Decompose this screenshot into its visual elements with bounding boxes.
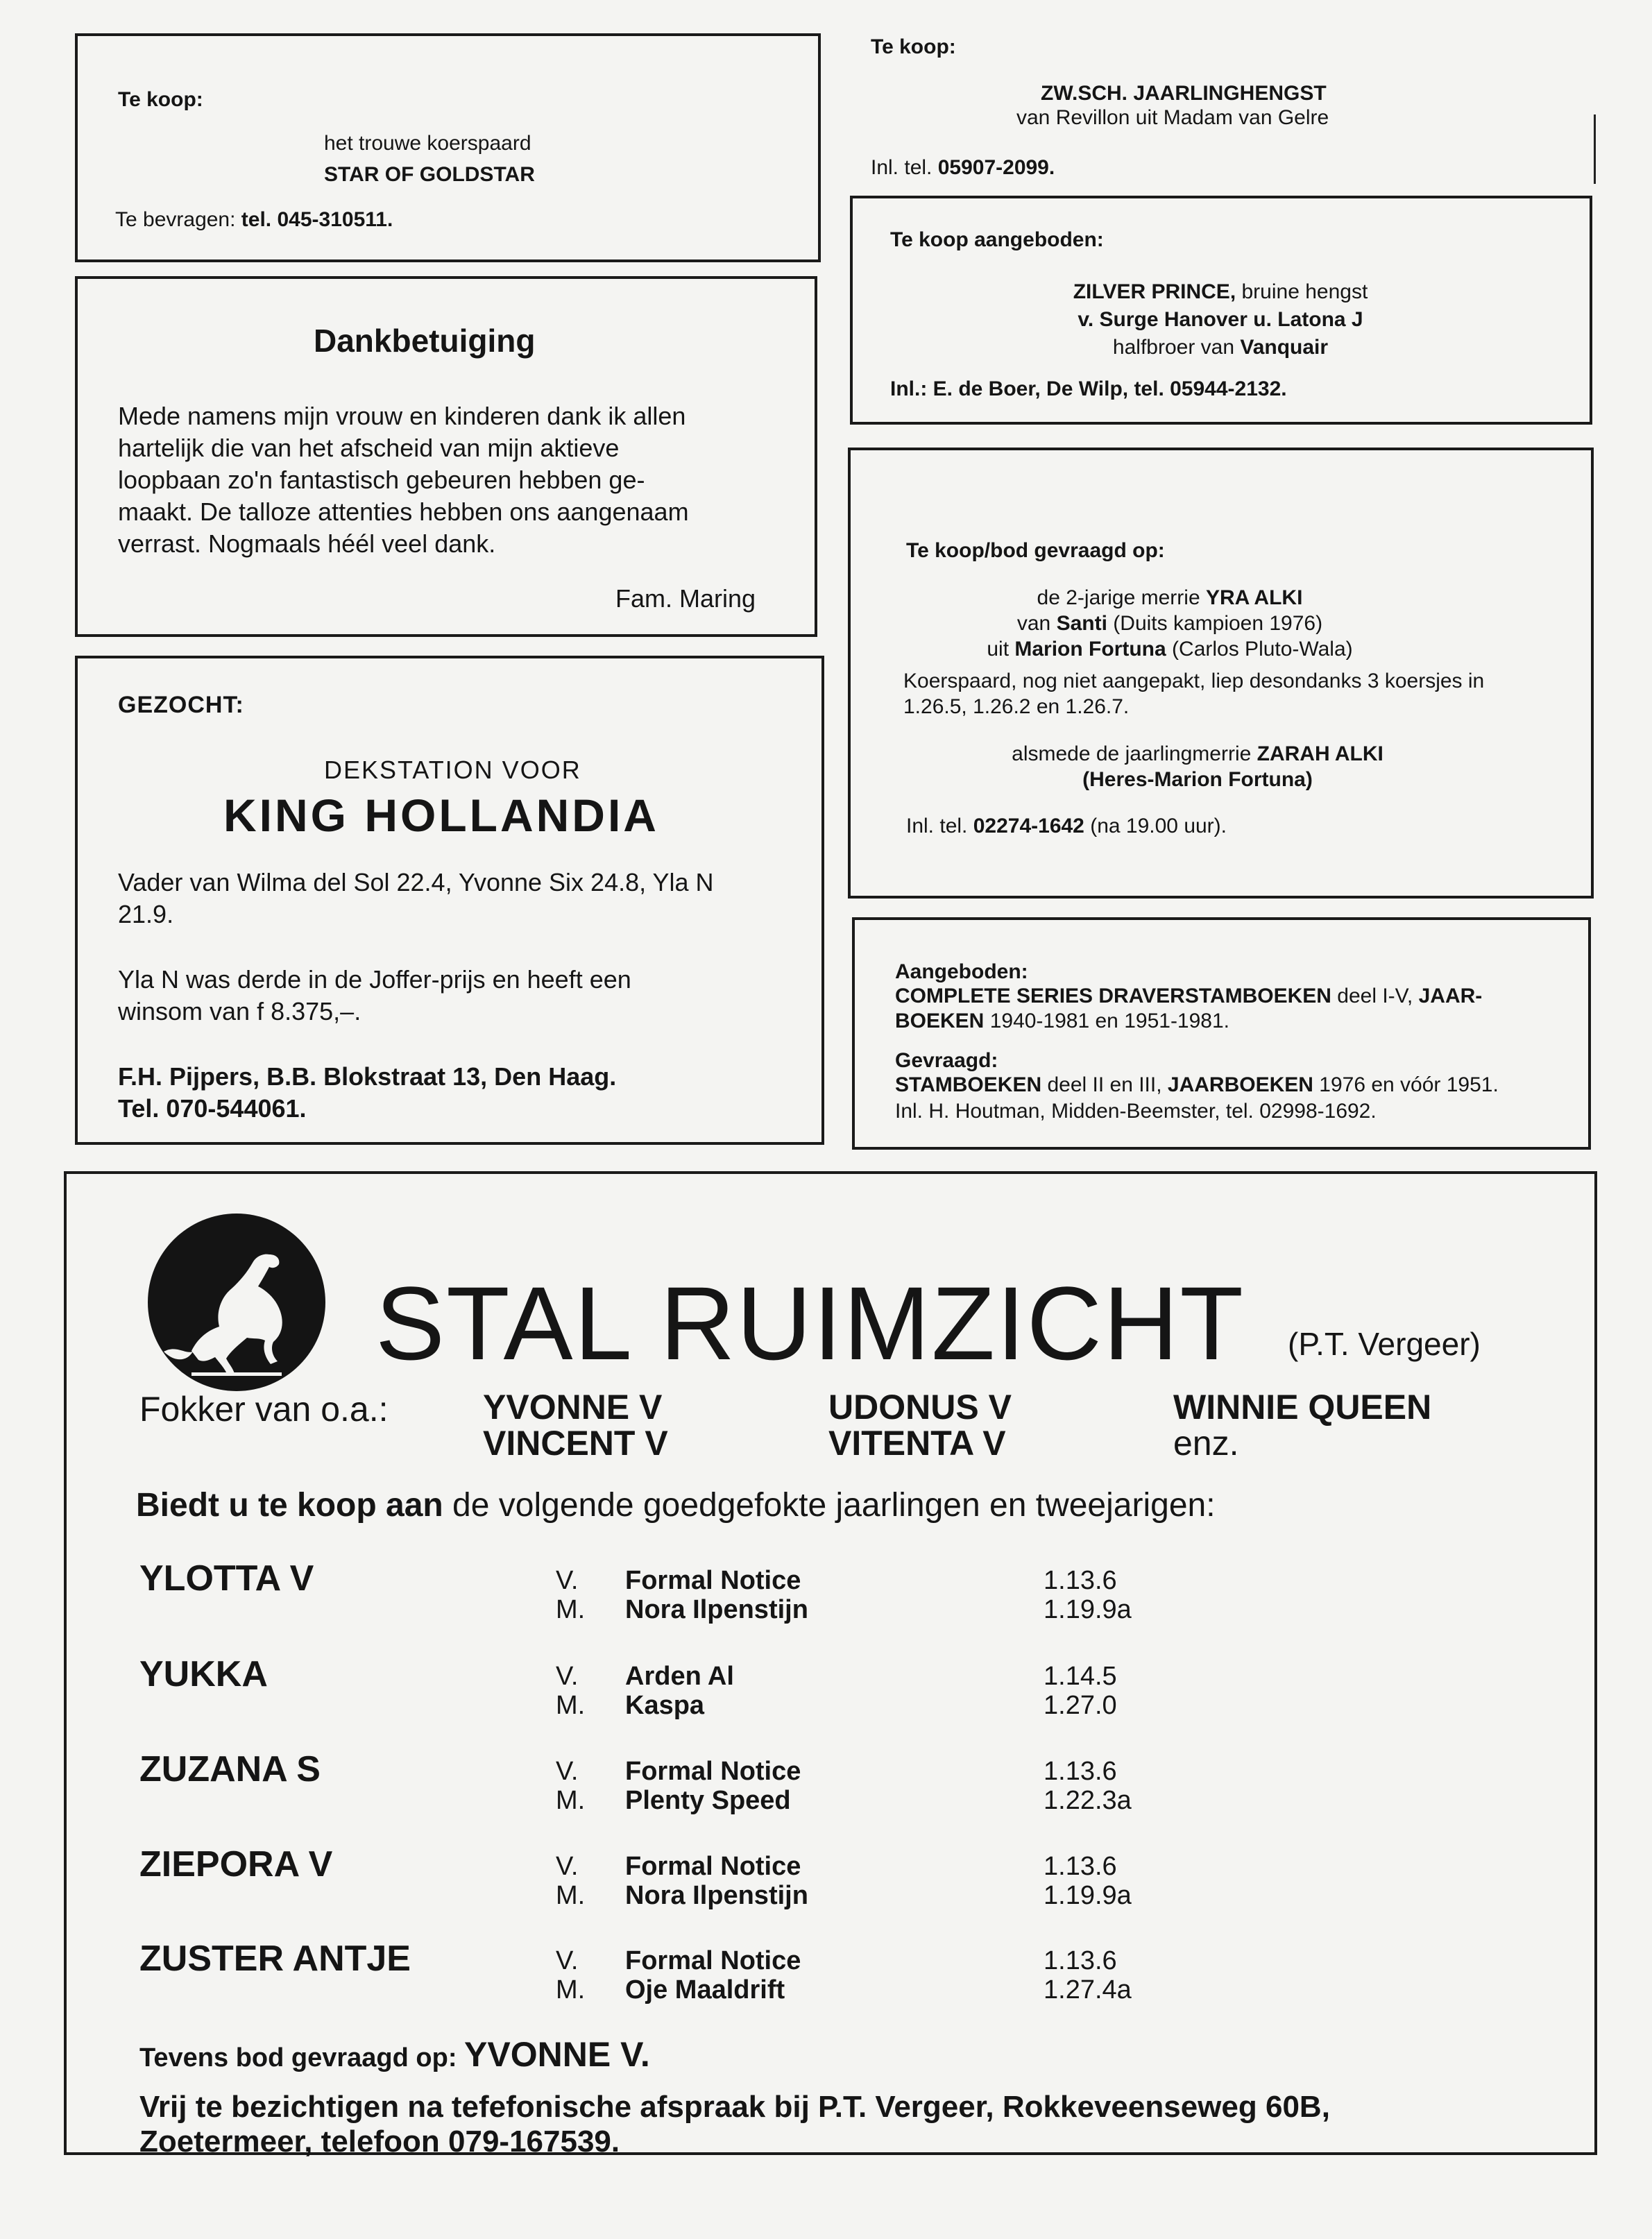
fokker-label: Fokker van o.a.: xyxy=(139,1390,389,1429)
horse-name: YLOTTA V xyxy=(139,1558,314,1599)
bred-enz: enz. xyxy=(1173,1424,1239,1463)
ad-stal-ruimzicht xyxy=(64,1171,1597,2159)
ad-text: deel II en III, xyxy=(1041,1073,1168,1096)
ad-text: COMPLETE SERIES DRAVERSTAMBOEKEN xyxy=(895,985,1331,1007)
sire-marker: V. xyxy=(556,1852,579,1881)
ad-title: KING HOLLANDIA xyxy=(223,790,659,841)
ad-line xyxy=(895,1007,1229,1035)
ad-text: JAAR- xyxy=(1418,985,1483,1007)
bred-horse: VITENTA V xyxy=(828,1424,1006,1463)
sire-marker: V. xyxy=(556,1662,579,1691)
ad-text: JAARBOEKEN xyxy=(1167,1073,1313,1096)
ad-text: deel I-V, xyxy=(1331,985,1419,1007)
dam-time: 1.22.3a xyxy=(1044,1786,1132,1815)
dam-name: Nora Ilpenstijn xyxy=(625,1881,808,1910)
stal-owner: (P.T. Vergeer) xyxy=(1288,1326,1481,1362)
ad-heading: GEZOCHT: xyxy=(118,692,244,718)
contact-line xyxy=(115,206,393,234)
ad-paragraph xyxy=(118,964,631,1028)
body-line: F.H. Pijpers, B.B. Blokstraat 13, Den Haag. xyxy=(118,1062,617,1091)
offer-line xyxy=(136,1486,1216,1524)
ad-line xyxy=(895,1071,1499,1099)
ad-line: v. Surge Hanover u. Latona J xyxy=(1078,308,1363,331)
ad-line: van Revillon uit Madam van Gelre xyxy=(1016,106,1329,129)
ad-line xyxy=(1047,278,1394,306)
sire-marker: V. xyxy=(556,1757,579,1786)
ad-line: het trouwe koerspaard xyxy=(324,132,531,155)
dam-time: 1.27.0 xyxy=(1044,1691,1117,1720)
ad-line xyxy=(906,636,1433,663)
sire-time: 1.14.5 xyxy=(1044,1662,1117,1691)
body-line: 21.9. xyxy=(118,900,174,928)
ad-dankbetuiging xyxy=(75,276,817,637)
ad-paragraph xyxy=(118,867,714,930)
dam-marker: M. xyxy=(556,1975,586,2004)
horse-name: Vanquair xyxy=(1240,336,1329,359)
dam-marker: M. xyxy=(556,1881,586,1910)
dam-name: Nora Ilpenstijn xyxy=(625,1595,808,1624)
ad-line: 1.26.5, 1.26.2 en 1.26.7. xyxy=(903,695,1130,718)
ad-heading: Gevraagd: xyxy=(895,1049,998,1072)
sire-time: 1.13.6 xyxy=(1044,1566,1117,1595)
horse-name: ZARAH ALKI xyxy=(1257,742,1383,765)
dam-marker: M. xyxy=(556,1786,586,1815)
offer-text: de volgende goedgefokte jaarlingen en tweejarigen: xyxy=(443,1487,1216,1524)
horse-name: ZUZANA S xyxy=(139,1749,321,1789)
footer xyxy=(139,2090,1330,2159)
divider xyxy=(1594,114,1596,184)
horse-name: YVONNE V. xyxy=(464,2035,650,2074)
contact-line: Inl. H. Houtman, Midden-Beemster, tel. 02998-1692. xyxy=(895,1100,1377,1123)
contact-line: Inl.: E. de Boer, De Wilp, tel. 05944-2132. xyxy=(890,377,1287,400)
body-line: Yla N was derde in de Joffer-prijs en heeft een xyxy=(118,965,631,994)
dam-time: 1.27.4a xyxy=(1044,1975,1132,2004)
horse-name: Marion Fortuna xyxy=(1014,638,1166,661)
dam-time: 1.19.9a xyxy=(1044,1881,1132,1910)
ad-star-of-goldstar xyxy=(75,33,821,262)
sire-time: 1.13.6 xyxy=(1044,1757,1117,1786)
ad-subheading: DEKSTATION VOOR xyxy=(324,756,581,784)
horse-name: ZUSTER ANTJE xyxy=(139,1939,411,1979)
ad-text: de 2-jarige merrie xyxy=(1037,586,1206,609)
ad-text: (Carlos Pluto-Wala) xyxy=(1166,638,1353,661)
bred-horse: WINNIE QUEEN xyxy=(1173,1388,1432,1427)
sire-name: Formal Notice xyxy=(625,1852,801,1881)
ad-line: ZW.SCH. JAARLINGHENGST xyxy=(1041,82,1327,105)
ad-text: BOEKEN xyxy=(895,1010,985,1032)
ad-body xyxy=(118,400,689,560)
ad-line: (Heres-Marion Fortuna) xyxy=(1082,768,1313,791)
sire-name: Formal Notice xyxy=(625,1566,801,1595)
horse-name: ZILVER PRINCE, xyxy=(1073,280,1236,303)
ad-text: STAMBOEKEN xyxy=(895,1073,1042,1096)
horse-logo-icon xyxy=(143,1209,330,1396)
signature: Fam. Maring xyxy=(615,584,756,613)
dam-name: Oje Maaldrift xyxy=(625,1975,785,2004)
ad-line xyxy=(934,740,1461,768)
ad-text: van xyxy=(1016,612,1057,635)
ad-stamboeken xyxy=(852,917,1591,1150)
ad-text: alsmede de jaarlingmerrie xyxy=(1012,742,1257,765)
stal-title: STAL RUIMZICHT xyxy=(375,1265,1245,1381)
body-line: maakt. De talloze attenties hebben ons aangenaam xyxy=(118,497,689,526)
bod-lead: Tevens bod gevraagd op: xyxy=(139,2043,465,2072)
ad-yra-alki xyxy=(848,448,1594,899)
ad-text: 1940-1981 en 1951-1981. xyxy=(984,1010,1230,1032)
dam-marker: M. xyxy=(556,1595,586,1624)
body-line: hartelijk die van het afscheid van mijn aktieve xyxy=(118,434,620,462)
contact-tel: 02274-1642 xyxy=(973,815,1084,837)
footer-line: Zoetermeer, telefoon 079-167539. xyxy=(139,2125,620,2159)
body-line: loopbaan zo'n fantastisch gebeuren hebben ge- xyxy=(118,466,645,494)
ad-heading: Te koop aangeboden: xyxy=(890,228,1104,251)
dam-name: Kaspa xyxy=(625,1691,705,1720)
ad-heading: Te koop: xyxy=(118,88,203,111)
horse-name: ZIEPORA V xyxy=(139,1844,333,1884)
body-line: Mede namens mijn vrouw en kinderen dank ik allen xyxy=(118,402,686,430)
dam-marker: M. xyxy=(556,1691,586,1720)
sire-name: Formal Notice xyxy=(625,1757,801,1786)
sire-name: Arden Al xyxy=(625,1662,734,1691)
contact-line xyxy=(871,154,1055,182)
body-line: verrast. Nogmaals héél veel dank. xyxy=(118,529,496,558)
ad-heading: Te koop: xyxy=(871,35,956,58)
ad-text: (Duits kampioen 1976) xyxy=(1107,612,1323,635)
horse-name: STAR OF GOLDSTAR xyxy=(324,163,535,186)
footer-line: Vrij te bezichtigen na tefefonische afspraak bij P.T. Vergeer, Rokkeveenseweg 60B, xyxy=(139,2090,1330,2124)
ad-heading: Dankbetuiging xyxy=(314,323,536,359)
ad-line xyxy=(1047,334,1394,361)
contact-tel: 05907-2099. xyxy=(937,156,1055,179)
ad-text: bruine hengst xyxy=(1236,280,1368,303)
horse-name: YUKKA xyxy=(139,1654,268,1694)
contact-tel: tel. 045-310511. xyxy=(241,208,393,231)
ad-king-hollandia xyxy=(75,656,824,1145)
ad-text: 1976 en vóór 1951. xyxy=(1313,1073,1499,1096)
dam-time: 1.19.9a xyxy=(1044,1595,1132,1624)
body-line: Tel. 070-544061. xyxy=(118,1094,307,1123)
contact-line xyxy=(906,812,1227,840)
bred-horse: YVONNE V xyxy=(483,1388,663,1427)
bred-horse: VINCENT V xyxy=(483,1424,668,1463)
body-line: Vader van Wilma del Sol 22.4, Yvonne Six 24.8, Yla N xyxy=(118,868,714,896)
sire-name: Formal Notice xyxy=(625,1946,801,1975)
sire-time: 1.13.6 xyxy=(1044,1946,1117,1975)
bred-horse: UDONUS V xyxy=(828,1388,1012,1427)
ad-heading: Te koop/bod gevraagd op: xyxy=(906,539,1165,562)
contact-prefix: Inl. tel. xyxy=(871,156,938,179)
contact-prefix: Inl. tel. xyxy=(906,815,973,837)
ad-line xyxy=(906,610,1433,638)
ad-line xyxy=(895,982,1482,1010)
ad-line: Koerspaard, nog niet aangepakt, liep desondanks 3 koersjes in xyxy=(903,670,1485,692)
bod-line xyxy=(139,2034,650,2075)
horse-name: Santi xyxy=(1056,612,1107,635)
ad-text: (na 19.00 uur). xyxy=(1084,815,1227,837)
body-line: winsom van f 8.375,–. xyxy=(118,997,361,1025)
contact-prefix: Te bevragen: xyxy=(115,208,241,231)
sire-time: 1.13.6 xyxy=(1044,1852,1117,1881)
sire-marker: V. xyxy=(556,1566,579,1595)
ad-heading: Aangeboden: xyxy=(895,960,1028,983)
dam-name: Plenty Speed xyxy=(625,1786,791,1815)
horse-name: YRA ALKI xyxy=(1205,586,1303,609)
ad-zilver-prince xyxy=(850,196,1592,425)
offer-lead: Biedt u te koop aan xyxy=(136,1487,443,1524)
ad-line xyxy=(906,584,1433,612)
sire-marker: V. xyxy=(556,1946,579,1975)
ad-text: halfbroer van xyxy=(1112,336,1241,359)
ad-text: uit xyxy=(987,638,1015,661)
contact-line xyxy=(118,1061,616,1125)
